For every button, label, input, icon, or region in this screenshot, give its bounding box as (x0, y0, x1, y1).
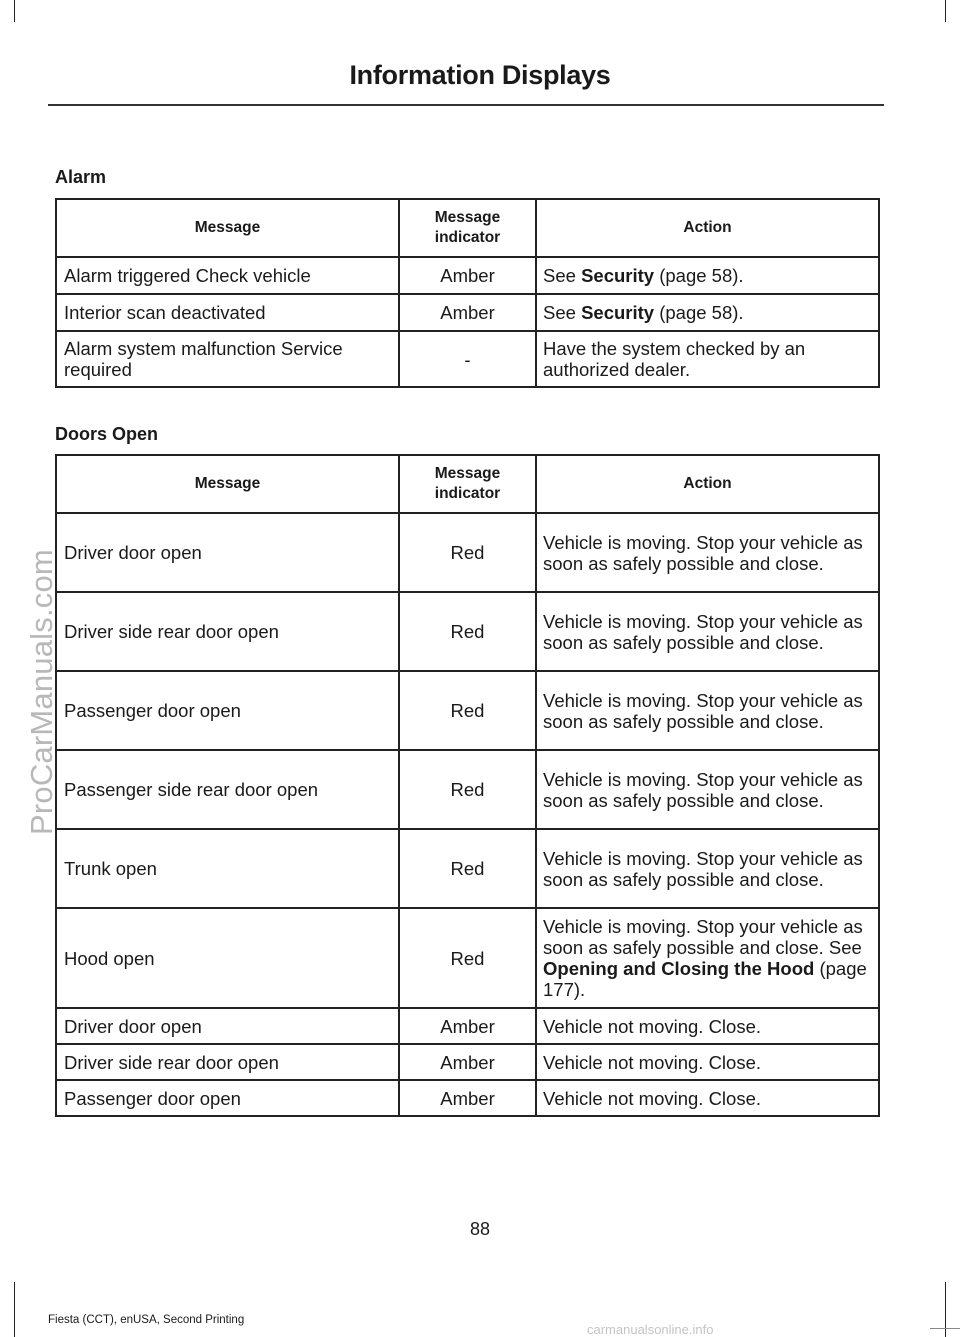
alarm-table-header (56, 199, 879, 257)
page-title: Information Displays (349, 60, 611, 90)
bottom-watermark: carmanualsonline.info (587, 1322, 714, 1337)
page-reference: (page 177). (543, 958, 867, 1000)
indicator-cell: Red (399, 671, 536, 750)
action-cell (536, 257, 879, 294)
indicator-cell: Red (399, 750, 536, 829)
crop-mark-bottom-left (14, 1282, 15, 1337)
action-cell: Vehicle not moving. Close. (536, 1080, 879, 1116)
message-cell: Interior scan deactivated (56, 294, 399, 331)
action-cell: Vehicle not moving. Close. (536, 1008, 879, 1044)
table-row (56, 257, 879, 294)
message-cell: Driver side rear door open (56, 592, 399, 671)
edition-footer: Fiesta (CCT), enUSA, Second Printing (48, 1314, 245, 1326)
table-row (56, 294, 879, 331)
column-header-action: Action (536, 199, 879, 257)
indicator-cell: Amber (399, 1008, 536, 1044)
table-row (56, 829, 879, 908)
message-cell: Driver door open (56, 1008, 399, 1044)
message-cell: Hood open (56, 908, 399, 1008)
action-text: See (543, 302, 582, 323)
table-row (56, 1008, 879, 1044)
doors-open-section-heading: Doors Open (55, 424, 159, 444)
indicator-cell: Amber (399, 1044, 536, 1080)
cross-reference-link[interactable]: Opening and Closing the Hood (543, 958, 815, 979)
indicator-cell: Red (399, 829, 536, 908)
indicator-cell: Red (399, 592, 536, 671)
crop-mark-top-right (945, 0, 946, 22)
alarm-table (55, 198, 880, 388)
message-cell: Passenger door open (56, 1080, 399, 1116)
action-cell: Vehicle not moving. Close. (536, 1044, 879, 1080)
message-cell: Driver door open (56, 513, 399, 592)
table-row (56, 331, 879, 387)
page-number: 88 (469, 1219, 491, 1239)
action-cell: Vehicle is moving. Stop your vehicle as soon as safely possible and close. (536, 750, 879, 829)
cross-reference-link[interactable]: Security (581, 302, 655, 323)
table-row (56, 908, 879, 1008)
indicator-cell: Red (399, 513, 536, 592)
indicator-cell: - (399, 331, 536, 387)
table-row (56, 1044, 879, 1080)
crop-mark-top-left (14, 0, 15, 22)
indicator-cell: Amber (399, 257, 536, 294)
message-cell: Trunk open (56, 829, 399, 908)
page-reference: (page 58). (654, 265, 744, 286)
table-row (56, 513, 879, 592)
action-cell: Vehicle is moving. Stop your vehicle as soon as safely possible and close. (536, 592, 879, 671)
column-header-message-indicator: Message indicator (399, 199, 536, 257)
action-text: Vehicle is moving. Stop your vehicle as soon as safely possible and close. See (543, 916, 863, 958)
action-cell: Vehicle is moving. Stop your vehicle as soon as safely possible and close. (536, 671, 879, 750)
action-cell (536, 908, 879, 1008)
message-cell: Alarm triggered Check vehicle (56, 257, 399, 294)
table-row (56, 750, 879, 829)
action-cell (536, 294, 879, 331)
message-cell: Passenger door open (56, 671, 399, 750)
table-row (56, 592, 879, 671)
doors-open-table (55, 454, 880, 1117)
indicator-cell: Red (399, 908, 536, 1008)
table-row (56, 671, 879, 750)
doors-open-table-header (56, 455, 879, 513)
cross-reference-link[interactable]: Security (581, 265, 655, 286)
page-reference: (page 58). (654, 302, 744, 323)
message-cell: Alarm system malfunction Service required (56, 331, 399, 387)
column-header-action: Action (536, 455, 879, 513)
side-watermark: ProCarManuals.com (24, 549, 59, 835)
action-text: See (543, 265, 582, 286)
column-header-message: Message (56, 455, 399, 513)
table-row (56, 1080, 879, 1116)
action-cell: Vehicle is moving. Stop your vehicle as soon as safely possible and close. (536, 513, 879, 592)
column-header-message-indicator: Message indicator (399, 455, 536, 513)
column-header-message: Message (56, 199, 399, 257)
action-cell: Have the system checked by an authorized dealer. (536, 331, 879, 387)
message-cell: Passenger side rear door open (56, 750, 399, 829)
action-cell: Vehicle is moving. Stop your vehicle as soon as safely possible and close. (536, 829, 879, 908)
indicator-cell: Amber (399, 1080, 536, 1116)
message-cell: Driver side rear door open (56, 1044, 399, 1080)
crop-mark-bottom-right-horizontal (930, 1328, 960, 1329)
title-divider (48, 104, 884, 106)
indicator-cell: Amber (399, 294, 536, 331)
alarm-section-heading: Alarm (55, 167, 107, 187)
